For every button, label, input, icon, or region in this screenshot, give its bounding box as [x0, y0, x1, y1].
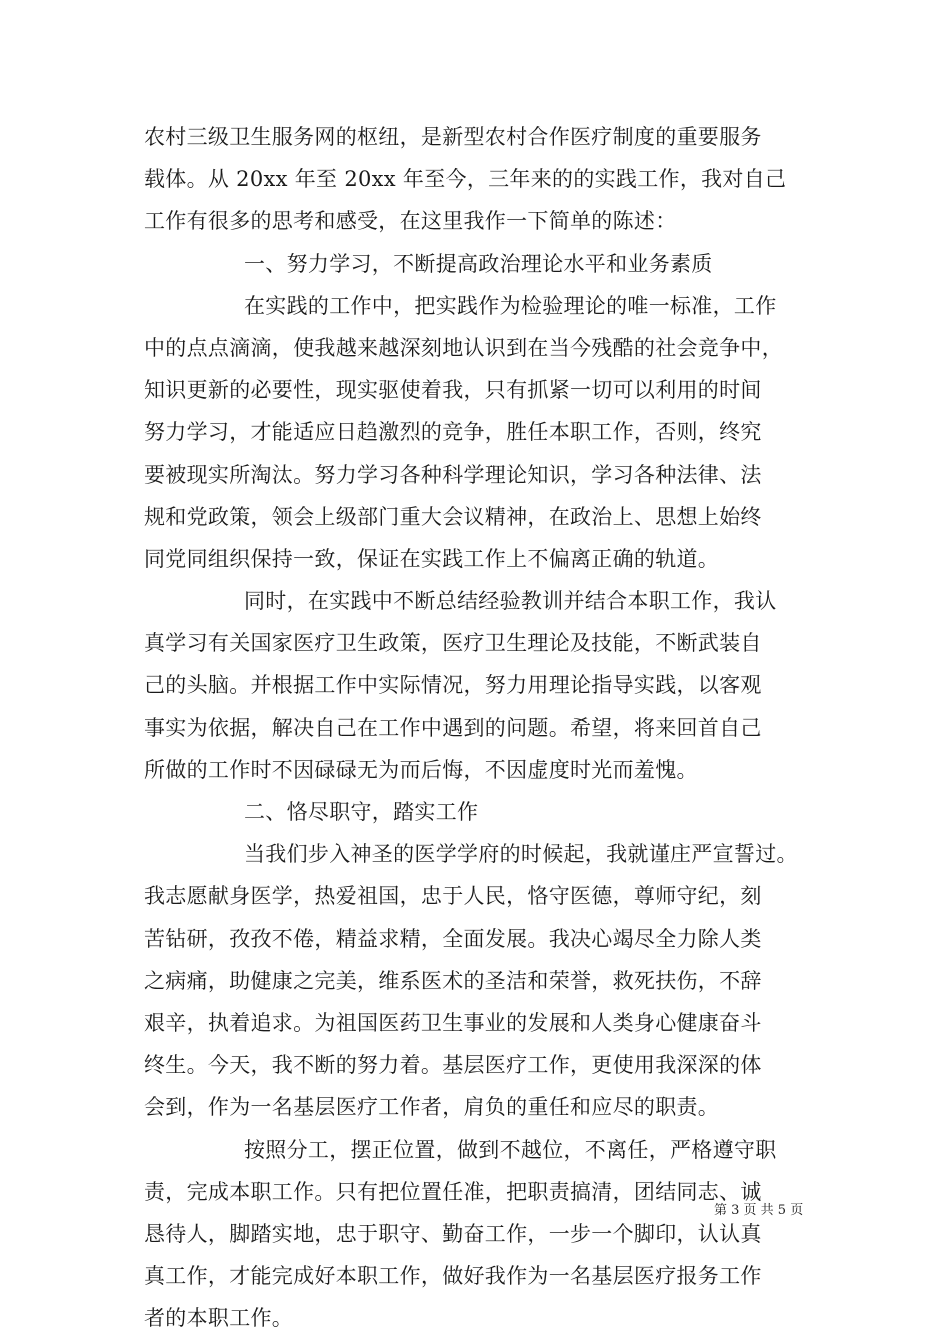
text-line: 责，完成本职工作。只有把位置任准，把职责搞清，团结同志、诚	[144, 1179, 762, 1204]
text-line: 中的点点滴滴，使我越来越深刻地认识到在当今残酷的社会竞争中，	[144, 335, 783, 360]
text-line: 己的头脑。并根据工作中实际情况，努力用理论指导实践，以客观	[144, 673, 762, 698]
text-line: 同党同组织保持一致，保证在实践工作上不偏离正确的轨道。	[144, 546, 720, 571]
text-line: 会到，作为一名基层医疗工作者，肩负的重任和应尽的职责。	[144, 1095, 720, 1120]
text-line: 知识更新的必要性，现实驱使着我，只有抓紧一切可以利用的时间	[144, 378, 762, 403]
text-line: 者的本职工作。	[144, 1306, 294, 1331]
text-line: 按照分工，摆正位置，做到不越位，不离任，严格遵守职	[244, 1137, 777, 1162]
text-line: 真学习有关国家医疗卫生政策，医疗卫生理论及技能，不断武装自	[144, 631, 762, 656]
document-body	[144, 116, 824, 1339]
text-line: 当我们步入神圣的医学学府的时候起，我就谨庄严宣誓过。	[244, 842, 798, 867]
section-heading-2: 二、恪尽职守，踏实工作	[244, 800, 479, 824]
text-line: 我志愿献身医学，热爱祖国，忠于人民，恪守医德，尊师守纪，刻	[144, 884, 762, 909]
text-line: 艰辛，执着追求。为祖国医药卫生事业的发展和人类身心健康奋斗	[144, 1010, 762, 1035]
text-line: 在实践的工作中，把实践作为检验理论的唯一标准，工作	[244, 293, 777, 318]
text-line: 终生。今天，我不断的努力着。基层医疗工作，更使用我深深的体	[144, 1053, 762, 1078]
text-line: 工作有很多的思考和感受，在这里我作一下简单的陈述：	[144, 209, 677, 234]
text-line: 规和党政策，领会上级部门重大会议精神，在政治上、思想上始终	[144, 504, 762, 529]
page-number: 第 3 页 共 5 页	[714, 1203, 804, 1218]
text-line: 之病痛，助健康之完美，维系医术的圣洁和荣誉，救死扶伤，不辞	[144, 968, 762, 993]
section-heading-1: 一、努力学习，不断提高政治理论水平和业务素质	[244, 251, 713, 276]
text-line: 所做的工作时不因碌碌无为而后悔，不因虚度时光而羞愧。	[144, 757, 698, 782]
text-line: 事实为依据，解决自己在工作中遇到的问题。希望，将来回首自己	[144, 715, 762, 740]
text-line: 努力学习，才能适应日趋激烈的竞争，胜任本职工作，否则，终究	[144, 420, 762, 445]
text-line: 真工作，才能完成好本职工作，做好我作为一名基层医疗报务工作	[144, 1264, 762, 1289]
text-line: 同时，在实践中不断总结经验教训并结合本职工作，我认	[244, 589, 777, 614]
text-line: 苦钻研，孜孜不倦，精益求精，全面发展。我决心竭尽全力除人类	[144, 926, 762, 951]
text-line: 要被现实所淘汰。努力学习各种科学理论知识，学习各种法律、法	[144, 462, 762, 487]
text-line: 农村三级卫生服务网的枢纽，是新型农村合作医疗制度的重要服务	[144, 125, 762, 149]
text-line: 恳待人，脚踏实地，忠于职守、勤奋工作，一步一个脚印，认认真	[144, 1221, 762, 1246]
text-line: 载体。从 20xx 年至 20xx 年至今，三年来的的实践工作，我对自己	[144, 167, 787, 192]
